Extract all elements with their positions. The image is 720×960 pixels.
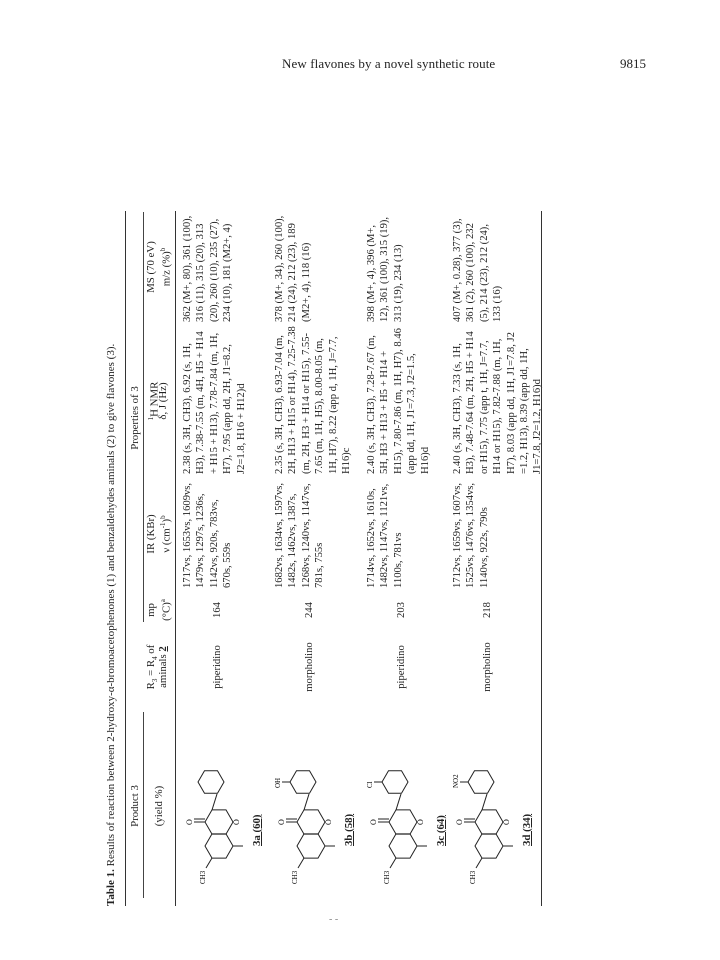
cell-ir: 1714vs, 1652vs, 1610s, 1482vs, 1147vs, 1121vs, 1100s, 781vs [366,483,404,588]
table-row [365,206,449,906]
ring-oxygen-label: O [416,819,425,825]
table-caption-label: Table 1. [105,869,117,906]
table-top-rule [125,211,126,906]
header-aminal-line1: $R_3 = R_4$ of [145,644,160,690]
ring-oxygen-label: O [324,819,333,825]
cell-ms: 398 (M+, 4), 396 (M+, 12), 361 (100), 315 (19), 313 (19), 234 (13) [366,216,404,322]
aryl-link-bond [304,794,309,810]
ring-oxygen-label: O [502,819,511,825]
cell-aminal: morpholino [482,642,493,692]
header-bottom-rule [175,211,176,906]
pyranone-ring-bond [297,810,325,834]
methyl-6-bond [476,858,482,868]
table-row [273,206,357,906]
header-ir-line1: IR (KBr) [145,514,157,554]
methyl-label: CH3 [383,870,391,884]
cell-mp: 203 [396,602,407,618]
cell-aminal: morpholino [304,642,315,692]
methyl-6-bond [298,858,304,868]
carbonyl-oxygen-label: O [369,819,378,825]
phenyl-ring-bond [468,771,494,794]
cell-ir: 1712vs, 1659vs, 1607vs, 1525vs, 1476vs, 1354vs, 1140vs, 922s, 790s [452,482,490,588]
cell-ms: 407 (M+, 0.28), 377 (3), 361 (2), 260 (100), 232 (5), 214 (23), 212 (24), 133 (16) [452,218,504,322]
header-yield: (yield %) [153,785,165,827]
phenyl-ring-bond [290,771,316,794]
rotated-table-block [105,206,545,906]
compound-label: 3a (60) [251,814,263,846]
table-bottom-rule [541,211,542,906]
header-ms-line1: MS (70 eV) [145,241,157,293]
benzo-ring-bond [389,834,417,858]
pyranone-ring-bond [205,810,233,834]
compound-label: 3c (64) [435,815,447,846]
header-properties: Properties of 3 [129,386,141,450]
benzo-ring-bond [475,834,503,858]
aryl-link-bond [212,794,217,810]
benzo-ring-bond [297,834,325,858]
header-aminal-line2: aminals 2 [157,646,169,688]
running-head: New flavones by a novel synthetic route [282,56,496,71]
header-nmr-line2: δ, J (Hz) [157,382,169,420]
header-mp-line1: mp [145,603,157,617]
table-row [451,206,544,906]
methyl-label: CH3 [199,870,207,884]
cell-aminal: piperidino [212,645,223,689]
cell-nmr: 2.40 (s, 3H, CH3), 7.28-7.67 (m, 5H, H3 + H13 + H5 + H14 + H15), 7.80-7.86 (m, 1H, H7), 8.46 (app dd, 1H, J1=7.3, J2=1.5, H16)d [366,328,431,474]
benzo-ring-bond [205,834,233,858]
phenyl-ring-bond [198,771,224,794]
table-caption [105,206,118,906]
header-product: Product 3 [129,785,141,827]
header-nmr-line1: $^1$H NMR [147,381,161,421]
cell-ir: 1682vs, 1634vs, 1597vs, 1482s, 1462vs, 1387s, 1268vs, 1240vs, 1147vs, 781s, 755s [274,482,326,588]
pyranone-ring-bond [389,810,417,834]
flavone-structure-1 [181,726,253,886]
methyl-6-bond [390,858,396,868]
footer-mark: - - [329,914,339,925]
substituent-label: Cl [366,781,374,788]
header-ir-line2: ν $(cm^{-1})^b$ [159,515,173,553]
cell-ms: 378 (M+, 34), 260 (100), 214 (24), 212 (23), 189 (M2+, 4), 118 (16) [274,215,312,322]
cell-aminal: piperidino [396,645,407,689]
cell-ir: 1717vs, 1653vs, 1609vs, 1479vs, 1297s, 1236s, 1142vs, 920s, 783vs, 670s, 559s [182,482,234,588]
ring-oxygen-label: O [232,819,241,825]
compound-label: 3d (34) [521,813,533,846]
substituent-label: OH [274,777,282,788]
header-mp-line2: $(^\circ C)^a$ [159,599,173,621]
table-row [181,206,265,906]
cell-mp: 218 [482,602,493,618]
pyranone-ring-bond [475,810,503,834]
phenyl-ring-bond [382,771,408,794]
cell-ms: 362 (M+, 80), 361 (100), 316 (11), 315 (20), 313 (20), 260 (10), 235 (27), 234 (10), 181 (M2+, 4) [182,215,234,322]
cell-nmr: 2.40 (s, 3H, CH3), 7.33 (s, 1H, H3), 7.48-7.64 (m, 2H, H5 + H14 or H15), 7.75 (app t, 1H, J=7.7, H14 or H15), 7.82-7.88 (m, 1H, H7), 8.03 (app dd, 1H, J1=7.8, J2 =1.2, H13), 8.39 (app dd, 1H, J1=7.8, J2=1.2, H16)d [452,331,544,474]
cell-mp: 164 [212,602,223,618]
cell-mp: 244 [304,602,315,618]
methyl-label: CH3 [291,870,299,884]
table-caption-text: Results of reaction between 2-hydroxy-α-bromoacetophenones (1) and benzaldehydes aminals (2) to give flavones (3). [105,343,117,867]
carbonyl-oxygen-label: O [277,819,286,825]
compound-label: 3b (58) [343,813,355,846]
carbonyl-oxygen-label: O [455,819,464,825]
carbonyl-oxygen-label: O [185,819,194,825]
flavone-structure-2 [273,726,345,886]
header-ms-line2: m/z (%)$^b$ [159,247,173,287]
cell-nmr: 2.38 (s, 3H, CH3), 6.92 (s, 1H, H3), 7.38-7.55 (m, 4H, H5 + H14 + H15 + H13), 7.78-7.84 (m, 1H, H7), 7.95 (app dd, 2H, J1=8.2, J2=1.8, H16 + H12)d [182,331,247,474]
aryl-link-bond [482,794,487,810]
header-properties-rule [143,212,144,622]
aryl-link-bond [396,794,401,810]
methyl-6-bond [206,858,212,868]
cell-nmr: 2.35 (s, 3H, CH3), 6.93-7.04 (m, 2H, H13 + H15 or H14), 7.25-7.38 (m, 2H, H3 + H14 or H15), 7.55-7.65 (m, 1H, H5), 8.00-8.05 (m, 1H, H7), 8.22 (app d, 1H, J=7.7, H16)c [274,326,353,474]
header-product-rule [143,712,144,898]
flavone-structure-3 [365,726,437,886]
methyl-label: CH3 [469,870,477,884]
flavone-structure-4 [451,726,523,886]
page-number: 9815 [620,56,646,71]
substituent-label: NO2 [452,774,460,788]
